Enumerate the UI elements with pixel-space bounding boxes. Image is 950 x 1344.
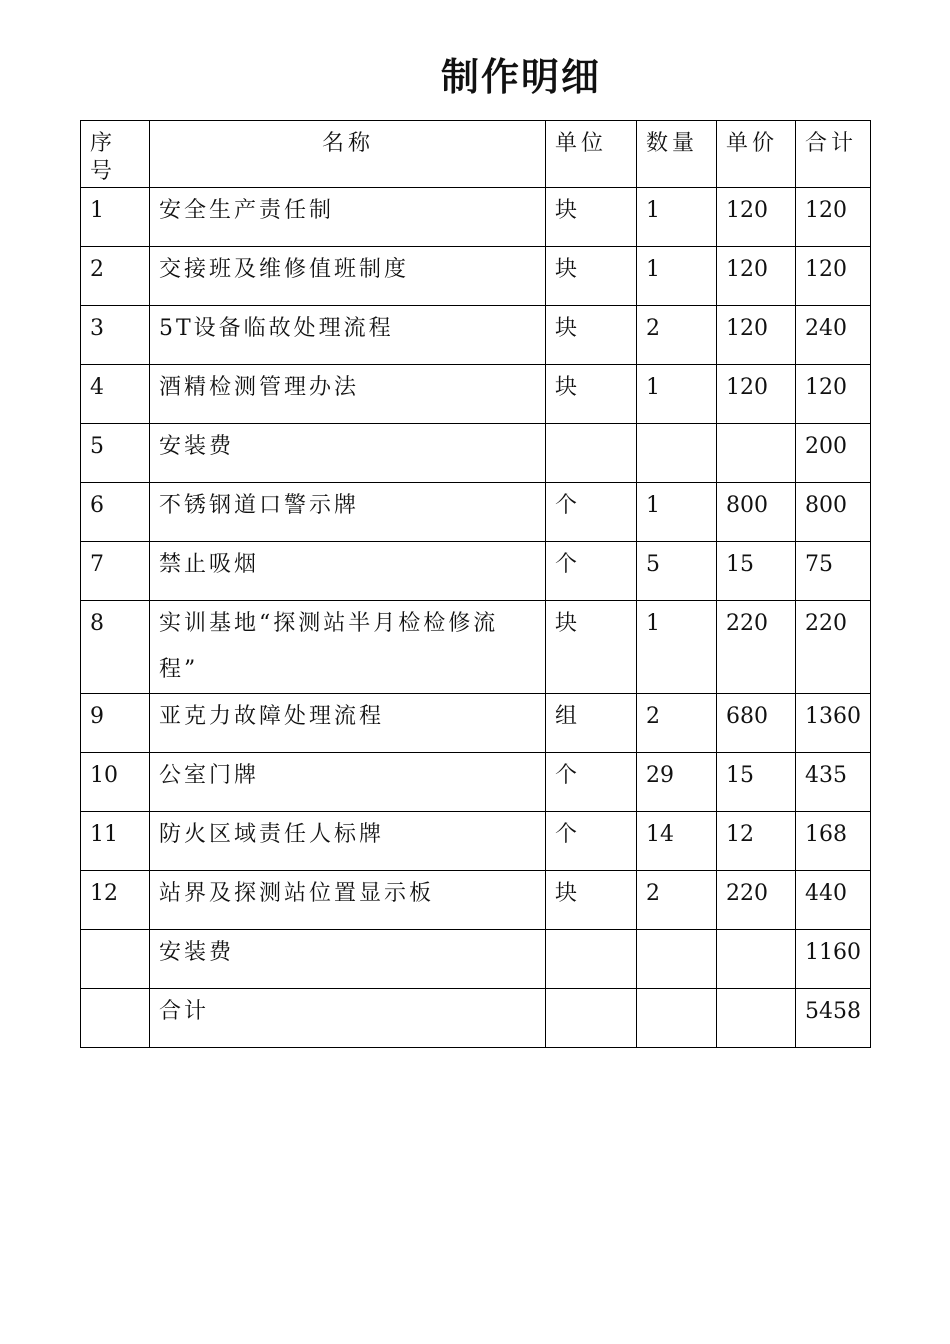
table-row-installation-fee xyxy=(81,930,871,989)
cell-unit: 个 xyxy=(546,542,637,601)
cell-price xyxy=(717,930,796,989)
cell-qty: 2 xyxy=(637,694,717,753)
cell-no: 5 xyxy=(81,424,150,483)
cell-price: 120 xyxy=(717,247,796,306)
cell-unit xyxy=(546,424,637,483)
cell-unit: 块 xyxy=(546,871,637,930)
cell-no xyxy=(81,930,150,989)
cell-no: 4 xyxy=(81,365,150,424)
cell-name: 安全生产责任制 xyxy=(150,188,546,247)
cell-price: 220 xyxy=(717,601,796,694)
cell-price: 800 xyxy=(717,483,796,542)
cell-name: 公室门牌 xyxy=(150,753,546,812)
cell-price: 680 xyxy=(717,694,796,753)
cell-no: 9 xyxy=(81,694,150,753)
cell-qty xyxy=(637,989,717,1048)
table-row xyxy=(81,812,871,871)
cell-price: 15 xyxy=(717,542,796,601)
cell-unit xyxy=(546,989,637,1048)
cell-qty: 1 xyxy=(637,365,717,424)
cell-unit: 块 xyxy=(546,306,637,365)
cell-price: 12 xyxy=(717,812,796,871)
column-header-qty: 数量 xyxy=(637,121,717,188)
table-row xyxy=(81,601,871,694)
cell-total: 5458 xyxy=(796,989,871,1048)
cell-unit: 个 xyxy=(546,812,637,871)
cell-name: 安装费 xyxy=(150,930,546,989)
table-row xyxy=(81,542,871,601)
cell-total: 168 xyxy=(796,812,871,871)
cell-unit: 个 xyxy=(546,753,637,812)
cell-price xyxy=(717,424,796,483)
table-row xyxy=(81,424,871,483)
cell-name: 不锈钢道口警示牌 xyxy=(150,483,546,542)
cell-price: 220 xyxy=(717,871,796,930)
table-row xyxy=(81,753,871,812)
cell-no: 1 xyxy=(81,188,150,247)
table-row xyxy=(81,247,871,306)
table-row xyxy=(81,365,871,424)
table-header-row xyxy=(81,121,871,188)
cell-no: 12 xyxy=(81,871,150,930)
cell-price: 120 xyxy=(717,306,796,365)
column-header-name: 名称 xyxy=(150,121,546,188)
detail-table xyxy=(80,120,871,1048)
cell-unit: 块 xyxy=(546,601,637,694)
cell-no: 3 xyxy=(81,306,150,365)
cell-no: 6 xyxy=(81,483,150,542)
cell-unit: 块 xyxy=(546,188,637,247)
cell-qty: 14 xyxy=(637,812,717,871)
table-row-grand-total xyxy=(81,989,871,1048)
cell-total: 800 xyxy=(796,483,871,542)
cell-total: 435 xyxy=(796,753,871,812)
cell-name: 防火区域责任人标牌 xyxy=(150,812,546,871)
cell-name: 安装费 xyxy=(150,424,546,483)
cell-no: 8 xyxy=(81,601,150,694)
table-row xyxy=(81,694,871,753)
cell-name: 交接班及维修值班制度 xyxy=(150,247,546,306)
cell-no: 10 xyxy=(81,753,150,812)
cell-qty: 1 xyxy=(637,188,717,247)
cell-name: 5T设备临故处理流程 xyxy=(150,306,546,365)
cell-qty: 1 xyxy=(637,601,717,694)
cell-name: 酒精检测管理办法 xyxy=(150,365,546,424)
cell-no xyxy=(81,989,150,1048)
column-header-no: 序号 xyxy=(81,121,150,188)
cell-total: 200 xyxy=(796,424,871,483)
cell-unit: 个 xyxy=(546,483,637,542)
cell-name: 亚克力故障处理流程 xyxy=(150,694,546,753)
cell-price: 120 xyxy=(717,188,796,247)
cell-total: 120 xyxy=(796,188,871,247)
column-header-unit: 单位 xyxy=(546,121,637,188)
cell-qty: 29 xyxy=(637,753,717,812)
cell-total: 75 xyxy=(796,542,871,601)
cell-total: 1160 xyxy=(796,930,871,989)
cell-no: 11 xyxy=(81,812,150,871)
cell-no: 2 xyxy=(81,247,150,306)
cell-price: 120 xyxy=(717,365,796,424)
cell-name: 实训基地“探测站半月检检修流程” xyxy=(150,601,546,694)
table-row xyxy=(81,483,871,542)
cell-total: 220 xyxy=(796,601,871,694)
cell-price: 15 xyxy=(717,753,796,812)
table-row xyxy=(81,306,871,365)
cell-unit: 块 xyxy=(546,247,637,306)
table-row xyxy=(81,188,871,247)
cell-qty xyxy=(637,424,717,483)
cell-qty: 1 xyxy=(637,247,717,306)
cell-qty: 1 xyxy=(637,483,717,542)
cell-total: 120 xyxy=(796,365,871,424)
cell-qty: 5 xyxy=(637,542,717,601)
cell-total: 440 xyxy=(796,871,871,930)
cell-name: 禁止吸烟 xyxy=(150,542,546,601)
cell-total: 1360 xyxy=(796,694,871,753)
cell-qty: 2 xyxy=(637,306,717,365)
cell-price xyxy=(717,989,796,1048)
cell-total: 240 xyxy=(796,306,871,365)
column-header-price: 单价 xyxy=(717,121,796,188)
cell-name: 站界及探测站位置显示板 xyxy=(150,871,546,930)
cell-no: 7 xyxy=(81,542,150,601)
document-title: 制作明细 xyxy=(440,55,601,99)
cell-unit: 块 xyxy=(546,365,637,424)
cell-qty: 2 xyxy=(637,871,717,930)
cell-unit xyxy=(546,930,637,989)
table-row xyxy=(81,871,871,930)
column-header-total: 合计 xyxy=(796,121,871,188)
cell-name: 合计 xyxy=(150,989,546,1048)
cell-qty xyxy=(637,930,717,989)
cell-unit: 组 xyxy=(546,694,637,753)
cell-total: 120 xyxy=(796,247,871,306)
